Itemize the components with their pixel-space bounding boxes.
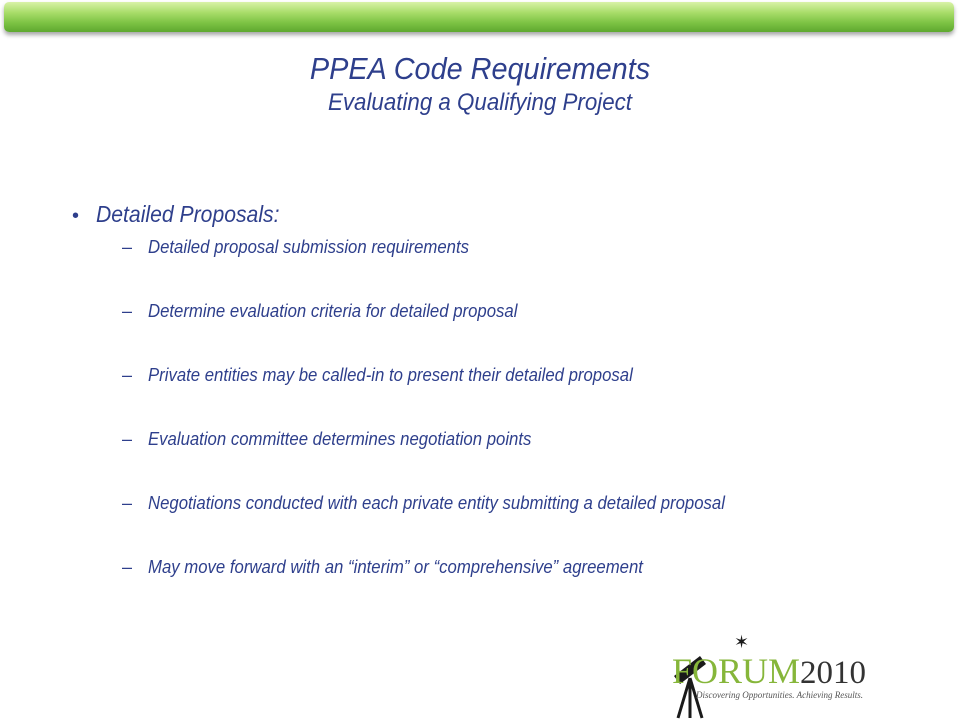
dash-icon: – [122, 557, 133, 577]
sub-item [122, 554, 932, 618]
sub-item [122, 490, 932, 554]
sub-item-text: Determine evaluation criteria for detailed proposal [148, 301, 518, 321]
title-block [0, 50, 960, 118]
dash-icon: – [122, 429, 133, 449]
bullet-item [72, 198, 932, 230]
slide-subtitle: Evaluating a Qualifying Project [328, 89, 632, 116]
header-bar [4, 2, 954, 32]
bullet-icon: • [72, 205, 80, 227]
forum-logo [660, 632, 867, 720]
logo-wordmark [672, 650, 866, 692]
logo-year-text: 2010 [800, 655, 867, 691]
dash-icon: – [122, 493, 133, 513]
sub-item [122, 362, 932, 426]
logo-forum-text: FORUM [672, 651, 801, 691]
sub-item [122, 426, 932, 490]
sub-list [72, 234, 932, 618]
sub-item-text: May move forward with an “interim” or “comprehensive” agreement [148, 557, 643, 577]
slide-content [72, 198, 932, 618]
dash-icon: – [122, 301, 133, 321]
sub-item [122, 298, 932, 362]
bullet-text: Detailed Proposals: [96, 201, 280, 227]
sub-item-text: Detailed proposal submission requirements [148, 237, 470, 257]
sub-item-text: Negotiations conducted with each private entity submitting a detailed proposal [148, 493, 725, 513]
star-icon: ✶ [734, 632, 750, 652]
sub-item-text: Evaluation committee determines negotiation points [148, 429, 532, 449]
sub-item-text: Private entities may be called-in to present their detailed proposal [148, 365, 633, 385]
slide-title: PPEA Code Requirements [309, 51, 651, 86]
logo-tagline: Discovering Opportunities. Achieving Results. [696, 690, 864, 700]
sub-item [122, 234, 932, 298]
dash-icon: – [122, 237, 133, 257]
dash-icon: – [122, 365, 133, 385]
